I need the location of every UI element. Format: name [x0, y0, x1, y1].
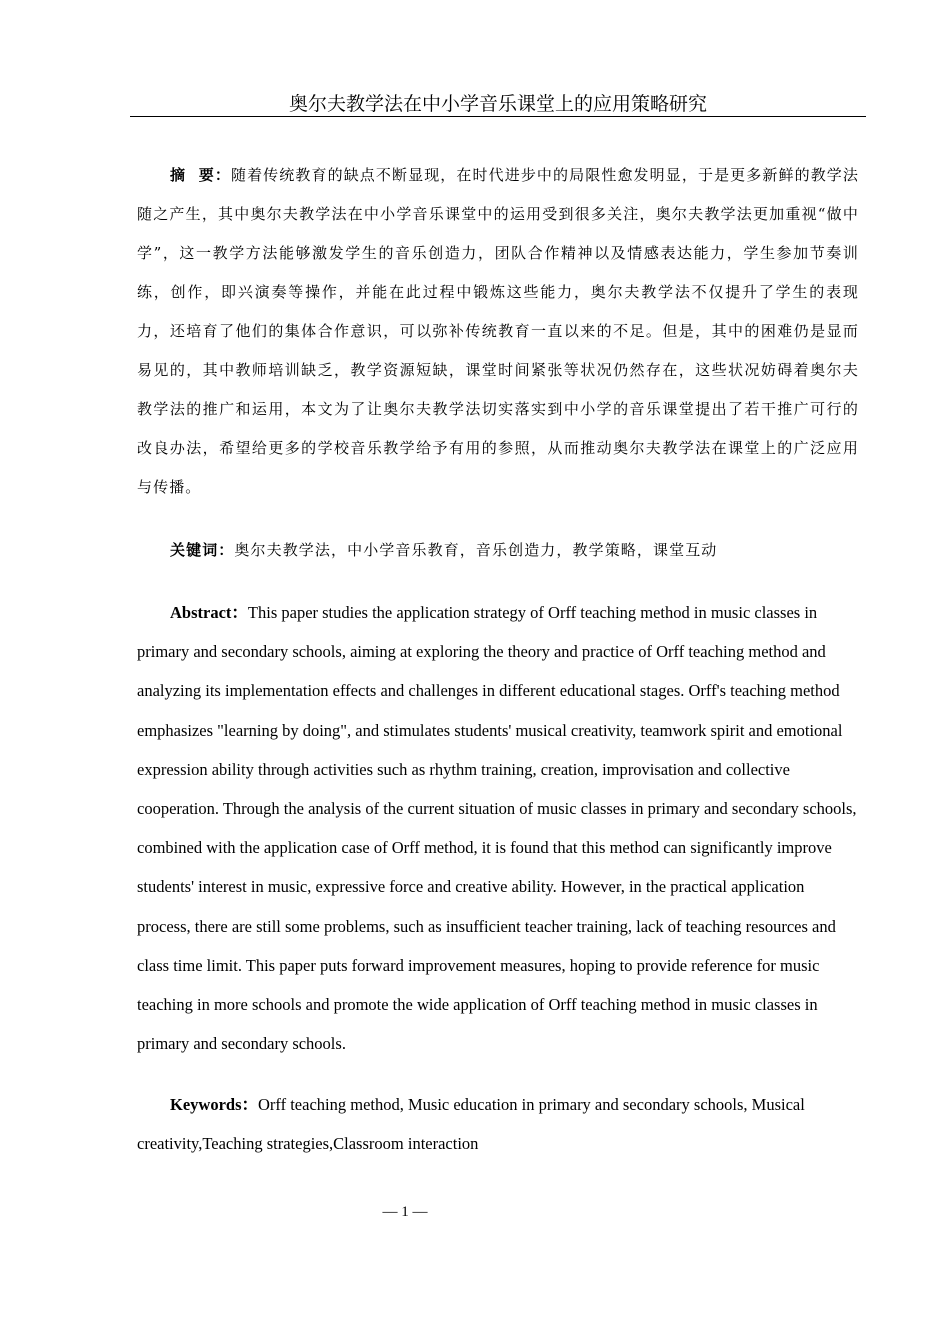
english-abstract-text: This paper studies the application strategy of Orff teaching method in music classes in primary and secondary schools, aiming at exploring the theory and practice of Orff teaching method and analyzing its implementation effects and challenges in different educational stages. Orff's teaching method emphasizes "learning by doing", and stimulates students' musical creativity, teamwork spirit and emotional expression ability through activities such as rhythm training, creation, improvisation and collective cooperation. Through the analysis of the current situation of music classes in primary and secondary schools, combined with the application case of Orff method, it is found that this method can significantly improve students' interest in music, expressive force and creative ability. However, in the practical application process, there are still some problems, such as insufficient teacher training, lack of teaching resources and class time limit. This paper puts forward improvement measures, hoping to provide reference for music teaching in more schools and promote the wide application of Orff teaching method in music classes in primary and secondary schools.	[137, 603, 857, 1054]
page-number: — 1 —	[382, 1204, 428, 1220]
chinese-keywords-text: 奥尔夫教学法，中小学音乐教育，音乐创造力，教学策略，课堂互动	[234, 541, 718, 559]
chinese-abstract-text: 随着传统教育的缺点不断显现，在时代进步中的局限性愈发明显，于是更多新鲜的教学法随之产生，其中奥尔夫教学法在中小学音乐课堂中的运用受到很多关注，奥尔夫教学法更加重视“做中学”，这一教学方法能够激发学生的音乐创造力，团队合作精神以及情感表达能力，学生参加节奏训练，创作，即兴演奏等操作，并能在此过程中锻炼这些能力，奥尔夫教学法不仅提升了学生的表现力，还培育了他们的集体合作意识，可以弥补传统教育一直以来的不足。但是，其中的困难仍是显而易见的，其中教师培训缺乏，教学资源短缺，课堂时间紧张等状况仍然存在，这些状况妨碍着奥尔夫教学法的推广和运用，本文为了让奥尔夫教学法切实落实到中小学的音乐课堂提出了若干推广可行的改良办法，希望给更多的学校音乐教学给予有用的参照，从而推动奥尔夫教学法在课堂上的广泛应用与传播。	[137, 166, 859, 496]
chinese-keywords	[137, 531, 859, 570]
header-divider	[130, 116, 866, 117]
chinese-keywords-label: 关键词：	[170, 541, 235, 559]
english-abstract-label: Abstract：	[170, 603, 248, 622]
english-keywords	[137, 1085, 859, 1163]
english-keywords-label: Keywords：	[170, 1095, 258, 1114]
chinese-abstract	[137, 156, 859, 507]
running-header-title: 奥尔夫教学法在中小学音乐课堂上的应用策略研究	[288, 93, 707, 115]
english-keywords-text: Orff teaching method, Music education in primary and secondary schools, Musical creativity,Teaching strategies,Classroom interaction	[137, 1095, 805, 1154]
chinese-abstract-label: 摘 要：	[170, 166, 231, 184]
english-abstract	[137, 593, 859, 1063]
